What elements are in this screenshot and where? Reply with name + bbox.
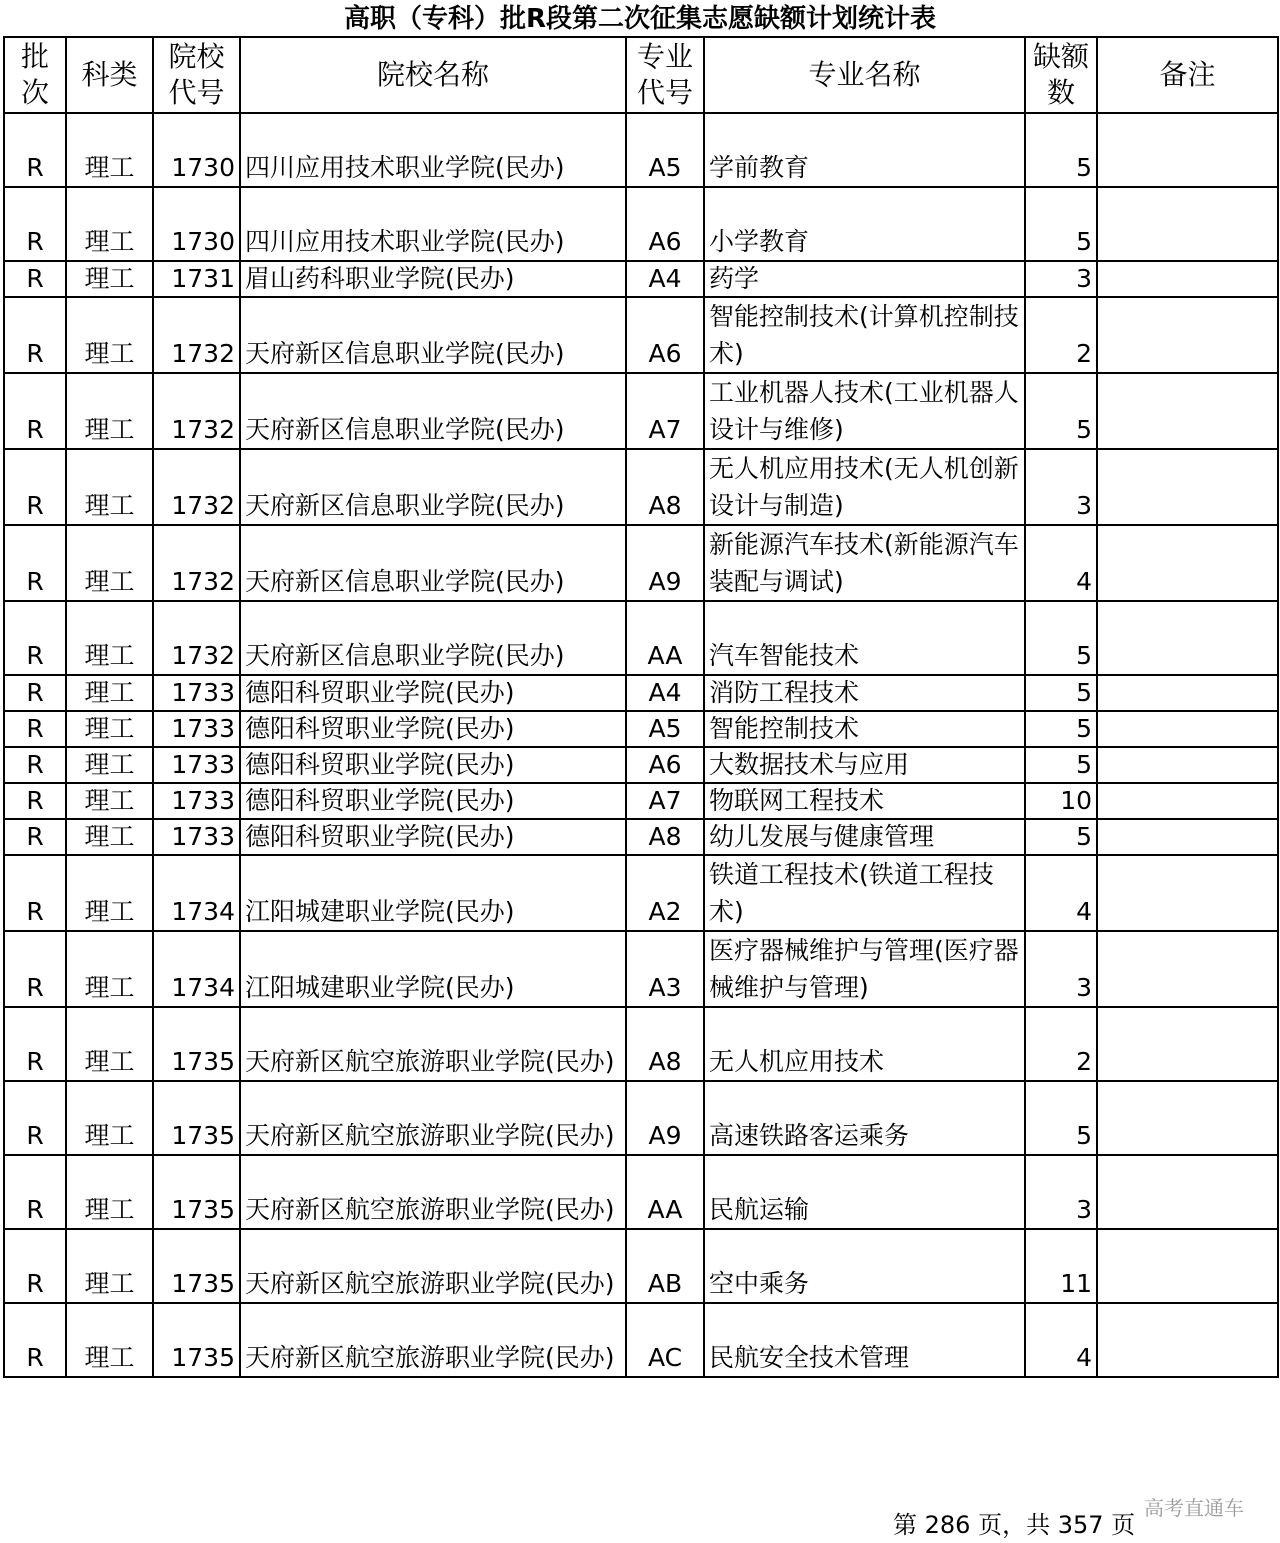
cell-school-name: 江阳城建职业学院(民办) <box>240 855 626 931</box>
header-major-code: 专业代号 <box>626 37 704 113</box>
cell-major-name: 小学教育 <box>704 187 1025 261</box>
cell-category: 理工 <box>66 187 153 261</box>
cell-school-code: 1734 <box>153 855 240 931</box>
cell-school-code: 1735 <box>153 1007 240 1081</box>
cell-category: 理工 <box>66 373 153 449</box>
cell-batch: R <box>4 675 66 711</box>
cell-school-code: 1735 <box>153 1229 240 1303</box>
cell-category: 理工 <box>66 1081 153 1155</box>
cell-remark <box>1097 783 1278 819</box>
cell-category: 理工 <box>66 113 153 187</box>
table-row <box>4 1229 1278 1303</box>
cell-category: 理工 <box>66 601 153 675</box>
cell-category: 理工 <box>66 747 153 783</box>
table-row <box>4 1303 1278 1377</box>
table-row <box>4 1007 1278 1081</box>
cell-remark <box>1097 819 1278 855</box>
cell-remark <box>1097 1081 1278 1155</box>
table-row <box>4 113 1278 187</box>
header-major-name: 专业名称 <box>704 37 1025 113</box>
cell-major-name: 无人机应用技术 <box>704 1007 1025 1081</box>
cell-category: 理工 <box>66 261 153 297</box>
cell-school-name: 天府新区信息职业学院(民办) <box>240 601 626 675</box>
cell-vacancies: 5 <box>1025 747 1097 783</box>
cell-school-code: 1735 <box>153 1155 240 1229</box>
cell-school-code: 1735 <box>153 1081 240 1155</box>
cell-vacancies: 5 <box>1025 675 1097 711</box>
header-row <box>4 37 1278 113</box>
cell-vacancies: 3 <box>1025 261 1097 297</box>
cell-major-name: 学前教育 <box>704 113 1025 187</box>
cell-remark <box>1097 261 1278 297</box>
cell-school-code: 1733 <box>153 747 240 783</box>
cell-vacancies: 2 <box>1025 1007 1097 1081</box>
cell-school-code: 1732 <box>153 449 240 525</box>
cell-major-name: 民航安全技术管理 <box>704 1303 1025 1377</box>
cell-major-name: 新能源汽车技术(新能源汽车装配与调试) <box>704 525 1025 601</box>
cell-school-code: 1735 <box>153 1303 240 1377</box>
table-row <box>4 449 1278 525</box>
header-school-name: 院校名称 <box>240 37 626 113</box>
cell-category: 理工 <box>66 297 153 373</box>
cell-batch: R <box>4 1081 66 1155</box>
cell-school-name: 德阳科贸职业学院(民办) <box>240 747 626 783</box>
cell-vacancies: 5 <box>1025 601 1097 675</box>
cell-vacancies: 11 <box>1025 1229 1097 1303</box>
cell-school-code: 1731 <box>153 261 240 297</box>
cell-category: 理工 <box>66 819 153 855</box>
cell-vacancies: 4 <box>1025 855 1097 931</box>
cell-batch: R <box>4 113 66 187</box>
cell-school-code: 1730 <box>153 113 240 187</box>
cell-remark <box>1097 1155 1278 1229</box>
cell-major-code: A8 <box>626 1007 704 1081</box>
table-row <box>4 1155 1278 1229</box>
cell-school-name: 天府新区信息职业学院(民办) <box>240 373 626 449</box>
cell-school-name: 江阳城建职业学院(民办) <box>240 931 626 1007</box>
cell-major-code: A9 <box>626 525 704 601</box>
cell-category: 理工 <box>66 449 153 525</box>
table-row <box>4 297 1278 373</box>
cell-major-name: 无人机应用技术(无人机创新设计与制造) <box>704 449 1025 525</box>
cell-remark <box>1097 187 1278 261</box>
cell-batch: R <box>4 373 66 449</box>
cell-school-name: 天府新区航空旅游职业学院(民办) <box>240 1155 626 1229</box>
table-row <box>4 855 1278 931</box>
cell-school-name: 天府新区信息职业学院(民办) <box>240 449 626 525</box>
cell-major-code: A5 <box>626 711 704 747</box>
cell-school-name: 天府新区信息职业学院(民办) <box>240 525 626 601</box>
cell-major-code: A4 <box>626 261 704 297</box>
header-remark: 备注 <box>1097 37 1278 113</box>
cell-category: 理工 <box>66 855 153 931</box>
cell-major-code: A4 <box>626 675 704 711</box>
table-row <box>4 783 1278 819</box>
cell-school-code: 1732 <box>153 601 240 675</box>
cell-school-code: 1732 <box>153 525 240 601</box>
table-row <box>4 187 1278 261</box>
cell-category: 理工 <box>66 525 153 601</box>
cell-major-code: A5 <box>626 113 704 187</box>
cell-remark <box>1097 931 1278 1007</box>
cell-remark <box>1097 675 1278 711</box>
table-row <box>4 711 1278 747</box>
cell-major-code: A8 <box>626 819 704 855</box>
cell-school-name: 德阳科贸职业学院(民办) <box>240 819 626 855</box>
cell-vacancies: 5 <box>1025 1081 1097 1155</box>
cell-school-code: 1730 <box>153 187 240 261</box>
cell-vacancies: 4 <box>1025 1303 1097 1377</box>
cell-school-code: 1734 <box>153 931 240 1007</box>
cell-school-name: 四川应用技术职业学院(民办) <box>240 113 626 187</box>
cell-batch: R <box>4 297 66 373</box>
cell-batch: R <box>4 187 66 261</box>
table-row <box>4 675 1278 711</box>
cell-batch: R <box>4 855 66 931</box>
cell-remark <box>1097 1007 1278 1081</box>
cell-major-code: A9 <box>626 1081 704 1155</box>
cell-major-code: A2 <box>626 855 704 931</box>
cell-major-name: 智能控制技术 <box>704 711 1025 747</box>
cell-school-name: 德阳科贸职业学院(民办) <box>240 675 626 711</box>
cell-vacancies: 5 <box>1025 187 1097 261</box>
page-title: 高职（专科）批R段第二次征集志愿缺额计划统计表 <box>343 4 937 34</box>
cell-major-code: A8 <box>626 449 704 525</box>
cell-batch: R <box>4 1229 66 1303</box>
cell-category: 理工 <box>66 931 153 1007</box>
vacancy-table <box>3 36 1279 1378</box>
cell-batch: R <box>4 449 66 525</box>
header-category: 科类 <box>66 37 153 113</box>
table-row <box>4 373 1278 449</box>
cell-remark <box>1097 113 1278 187</box>
table-row <box>4 601 1278 675</box>
cell-school-name: 天府新区航空旅游职业学院(民办) <box>240 1081 626 1155</box>
cell-major-name: 空中乘务 <box>704 1229 1025 1303</box>
cell-school-code: 1733 <box>153 711 240 747</box>
cell-major-name: 物联网工程技术 <box>704 783 1025 819</box>
cell-major-code: A7 <box>626 783 704 819</box>
cell-batch: R <box>4 711 66 747</box>
cell-vacancies: 5 <box>1025 819 1097 855</box>
cell-batch: R <box>4 783 66 819</box>
cell-school-name: 天府新区信息职业学院(民办) <box>240 297 626 373</box>
cell-major-code: AA <box>626 1155 704 1229</box>
table-body <box>4 113 1278 1377</box>
cell-major-name: 高速铁路客运乘务 <box>704 1081 1025 1155</box>
cell-vacancies: 2 <box>1025 297 1097 373</box>
cell-remark <box>1097 449 1278 525</box>
cell-major-code: A6 <box>626 187 704 261</box>
cell-school-code: 1732 <box>153 373 240 449</box>
cell-major-code: A3 <box>626 931 704 1007</box>
cell-category: 理工 <box>66 1229 153 1303</box>
cell-major-code: AC <box>626 1303 704 1377</box>
cell-vacancies: 3 <box>1025 1155 1097 1229</box>
cell-batch: R <box>4 819 66 855</box>
cell-vacancies: 5 <box>1025 113 1097 187</box>
cell-category: 理工 <box>66 1007 153 1081</box>
cell-major-name: 智能控制技术(计算机控制技术) <box>704 297 1025 373</box>
cell-remark <box>1097 1229 1278 1303</box>
cell-batch: R <box>4 261 66 297</box>
header-vacancies: 缺额数 <box>1025 37 1097 113</box>
table-row <box>4 931 1278 1007</box>
table-row <box>4 1081 1278 1155</box>
cell-vacancies: 10 <box>1025 783 1097 819</box>
cell-major-code: AA <box>626 601 704 675</box>
cell-school-code: 1733 <box>153 675 240 711</box>
cell-major-code: A7 <box>626 373 704 449</box>
cell-category: 理工 <box>66 1155 153 1229</box>
cell-batch: R <box>4 1155 66 1229</box>
cell-major-name: 药学 <box>704 261 1025 297</box>
cell-major-name: 汽车智能技术 <box>704 601 1025 675</box>
cell-batch: R <box>4 601 66 675</box>
cell-major-name: 民航运输 <box>704 1155 1025 1229</box>
cell-vacancies: 4 <box>1025 525 1097 601</box>
cell-category: 理工 <box>66 783 153 819</box>
cell-remark <box>1097 297 1278 373</box>
cell-school-name: 德阳科贸职业学院(民办) <box>240 783 626 819</box>
cell-school-name: 天府新区航空旅游职业学院(民办) <box>240 1303 626 1377</box>
table-row <box>4 525 1278 601</box>
cell-remark <box>1097 525 1278 601</box>
cell-remark <box>1097 711 1278 747</box>
cell-school-code: 1732 <box>153 297 240 373</box>
cell-major-name: 大数据技术与应用 <box>704 747 1025 783</box>
cell-major-code: A6 <box>626 747 704 783</box>
cell-remark <box>1097 601 1278 675</box>
cell-major-code: A6 <box>626 297 704 373</box>
cell-vacancies: 5 <box>1025 711 1097 747</box>
cell-vacancies: 5 <box>1025 373 1097 449</box>
cell-category: 理工 <box>66 675 153 711</box>
header-batch: 批次 <box>4 37 66 113</box>
cell-school-name: 天府新区航空旅游职业学院(民办) <box>240 1007 626 1081</box>
cell-major-code: AB <box>626 1229 704 1303</box>
cell-school-name: 德阳科贸职业学院(民办) <box>240 711 626 747</box>
cell-batch: R <box>4 1007 66 1081</box>
cell-school-name: 四川应用技术职业学院(民办) <box>240 187 626 261</box>
page-footer: 第 286 页，共 357 页 <box>893 1511 1136 1539</box>
cell-batch: R <box>4 747 66 783</box>
cell-school-name: 天府新区航空旅游职业学院(民办) <box>240 1229 626 1303</box>
cell-major-name: 幼儿发展与健康管理 <box>704 819 1025 855</box>
cell-school-code: 1733 <box>153 783 240 819</box>
header-school-code: 院校代号 <box>153 37 240 113</box>
cell-category: 理工 <box>66 711 153 747</box>
cell-category: 理工 <box>66 1303 153 1377</box>
cell-remark <box>1097 855 1278 931</box>
cell-vacancies: 3 <box>1025 931 1097 1007</box>
cell-major-name: 铁道工程技术(铁道工程技术) <box>704 855 1025 931</box>
cell-major-name: 医疗器械维护与管理(医疗器械维护与管理) <box>704 931 1025 1007</box>
table-row <box>4 747 1278 783</box>
cell-major-name: 工业机器人技术(工业机器人设计与维修) <box>704 373 1025 449</box>
cell-major-name: 消防工程技术 <box>704 675 1025 711</box>
cell-remark <box>1097 747 1278 783</box>
cell-remark <box>1097 1303 1278 1377</box>
cell-school-name: 眉山药科职业学院(民办) <box>240 261 626 297</box>
cell-vacancies: 3 <box>1025 449 1097 525</box>
table-row <box>4 819 1278 855</box>
watermark: 高考直通车 <box>1144 1496 1244 1520</box>
cell-school-code: 1733 <box>153 819 240 855</box>
cell-batch: R <box>4 1303 66 1377</box>
cell-batch: R <box>4 931 66 1007</box>
cell-batch: R <box>4 525 66 601</box>
cell-remark <box>1097 373 1278 449</box>
table-row <box>4 261 1278 297</box>
